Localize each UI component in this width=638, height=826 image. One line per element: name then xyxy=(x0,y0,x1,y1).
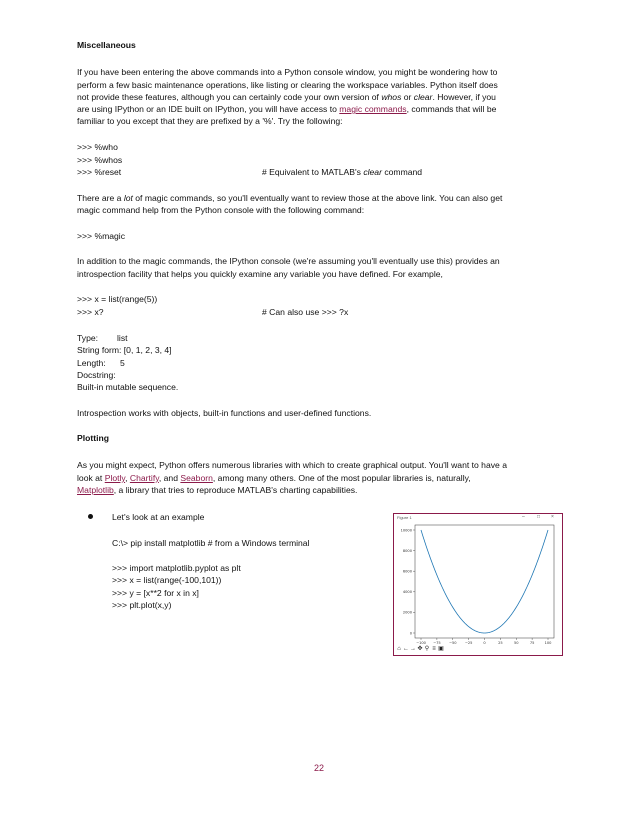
figure-window[interactable] xyxy=(393,513,563,656)
y-tick-label: 4000 xyxy=(402,590,412,595)
paragraph-line: familiar to you except that they are prefixed by a '%'. Try the following: xyxy=(77,116,343,126)
code-line: >>> y = [x**2 for x in x] xyxy=(112,588,199,598)
x-tick-label: −100 xyxy=(416,641,426,644)
x-tick-label: 100 xyxy=(544,641,552,644)
code-line: >>> %reset xyxy=(77,167,122,177)
chartify-link[interactable]: Chartify xyxy=(129,473,159,483)
output-length-value: 5 xyxy=(120,358,125,368)
code-line: >>> x = list(range(5)) xyxy=(77,294,158,304)
y-tick-label: 10000 xyxy=(400,528,412,533)
code-line: >>> x? xyxy=(77,307,104,317)
x-tick-label: 75 xyxy=(529,641,535,644)
code-comment: # Equivalent to MATLAB's clear command xyxy=(262,167,423,177)
paragraph-line: Matplotlib, a library that tries to reproduce MATLAB's charting capabilities. xyxy=(77,485,358,495)
maximize-icon[interactable]: □ xyxy=(537,514,541,520)
heading-plotting: Plotting xyxy=(77,433,109,443)
output-type-value: list xyxy=(117,333,128,343)
output-docstring-value: Built-in mutable sequence. xyxy=(77,382,179,392)
paragraph-line: As you might expect, Python offers numerous libraries with which to create graphical output. You'll want to have a xyxy=(77,460,507,470)
paragraph-line: magic command help from the Python console with the following command: xyxy=(77,205,365,215)
chart-svg xyxy=(394,514,562,644)
code-line: >>> %who xyxy=(77,142,118,152)
paragraph-line: There are a lot of magic commands, so you'll eventually want to review those at the above link. You can also get xyxy=(77,193,503,203)
x-tick-label: −75 xyxy=(433,641,441,644)
back-icon[interactable]: ← xyxy=(403,646,409,652)
y-tick-label: 2000 xyxy=(402,610,412,615)
forward-icon[interactable]: → xyxy=(410,646,416,652)
y-tick-label: 0 xyxy=(409,631,412,636)
code-line: C:\> pip install matplotlib # from a Windows terminal xyxy=(112,538,310,548)
home-icon[interactable]: ⌂ xyxy=(397,646,401,652)
figure-window-title: Figure 1 xyxy=(397,515,412,520)
paragraph-line: look at Plotly, Chartify, and Seaborn, among many others. One of the most popular libraries is, naturally, xyxy=(77,473,471,483)
code-line: >>> %magic xyxy=(77,231,126,241)
code-line: >>> %whos xyxy=(77,155,123,165)
x-tick-label: 0 xyxy=(483,641,486,644)
close-icon[interactable]: × xyxy=(551,514,554,520)
zoom-icon[interactable]: ⚲ xyxy=(424,646,430,652)
output-string-form: String form: [0, 1, 2, 3, 4] xyxy=(77,345,172,355)
paragraph-line: perform a few basic maintenance operations, like listing or clearing the workspace variables. Python itself does xyxy=(77,80,498,90)
paragraph-line: Introspection works with objects, built-in functions and user-defined functions. xyxy=(77,408,372,418)
bullet-dot xyxy=(88,514,93,519)
output-docstring-label: Docstring: xyxy=(77,370,116,380)
x-tick-label: −25 xyxy=(464,641,473,644)
x-tick-label: 50 xyxy=(513,641,519,644)
bullet-text: Let's look at an example xyxy=(112,512,205,522)
save-icon[interactable]: ▣ xyxy=(438,646,444,652)
configure-icon[interactable]: ≡ xyxy=(432,646,436,652)
pan-icon[interactable]: ✥ xyxy=(417,646,423,652)
seaborn-link[interactable]: Seaborn xyxy=(180,473,213,483)
code-line: >>> x = list(range(-100,101)) xyxy=(112,575,222,585)
page-number: 22 xyxy=(313,763,324,773)
output-type-label: Type: xyxy=(77,333,99,343)
paragraph-line: not provide these features, although you can certainly code your own version of whos or clear. However, if you xyxy=(77,92,496,102)
plot-frame xyxy=(415,525,554,638)
y-tick-label: 6000 xyxy=(402,569,412,574)
y-tick-label: 8000 xyxy=(402,548,412,553)
heading-miscellaneous: Miscellaneous xyxy=(77,40,136,50)
magic-commands-link[interactable]: magic commands xyxy=(339,104,407,114)
figure-toolbar xyxy=(396,646,444,653)
code-comment: # Can also use >>> ?x xyxy=(262,307,349,317)
paragraph-line: are using IPython or an IDE built on IPython, you will have access to magic commands, commands that will be xyxy=(77,104,497,114)
paragraph-line: introspection facility that helps you quickly examine any variable you have defined. For example, xyxy=(77,269,443,279)
code-line: >>> import matplotlib.pyplot as plt xyxy=(112,563,241,573)
matplotlib-link[interactable]: Matplotlib xyxy=(77,485,114,495)
series-line-y xyxy=(421,530,548,633)
x-tick-label: −50 xyxy=(448,641,457,644)
paragraph-line: If you have been entering the above commands into a Python console window, you might be wondering how to xyxy=(77,67,498,77)
plotly-link[interactable]: Plotly xyxy=(104,473,126,483)
output-length-label: Length: xyxy=(77,358,106,368)
x-tick-label: 25 xyxy=(498,641,503,644)
minimize-icon[interactable]: – xyxy=(522,514,525,520)
code-line: >>> plt.plot(x,y) xyxy=(112,600,172,610)
paragraph-line: In addition to the magic commands, the IPython console (we're assuming you'll eventually use this) provides an xyxy=(77,256,500,266)
